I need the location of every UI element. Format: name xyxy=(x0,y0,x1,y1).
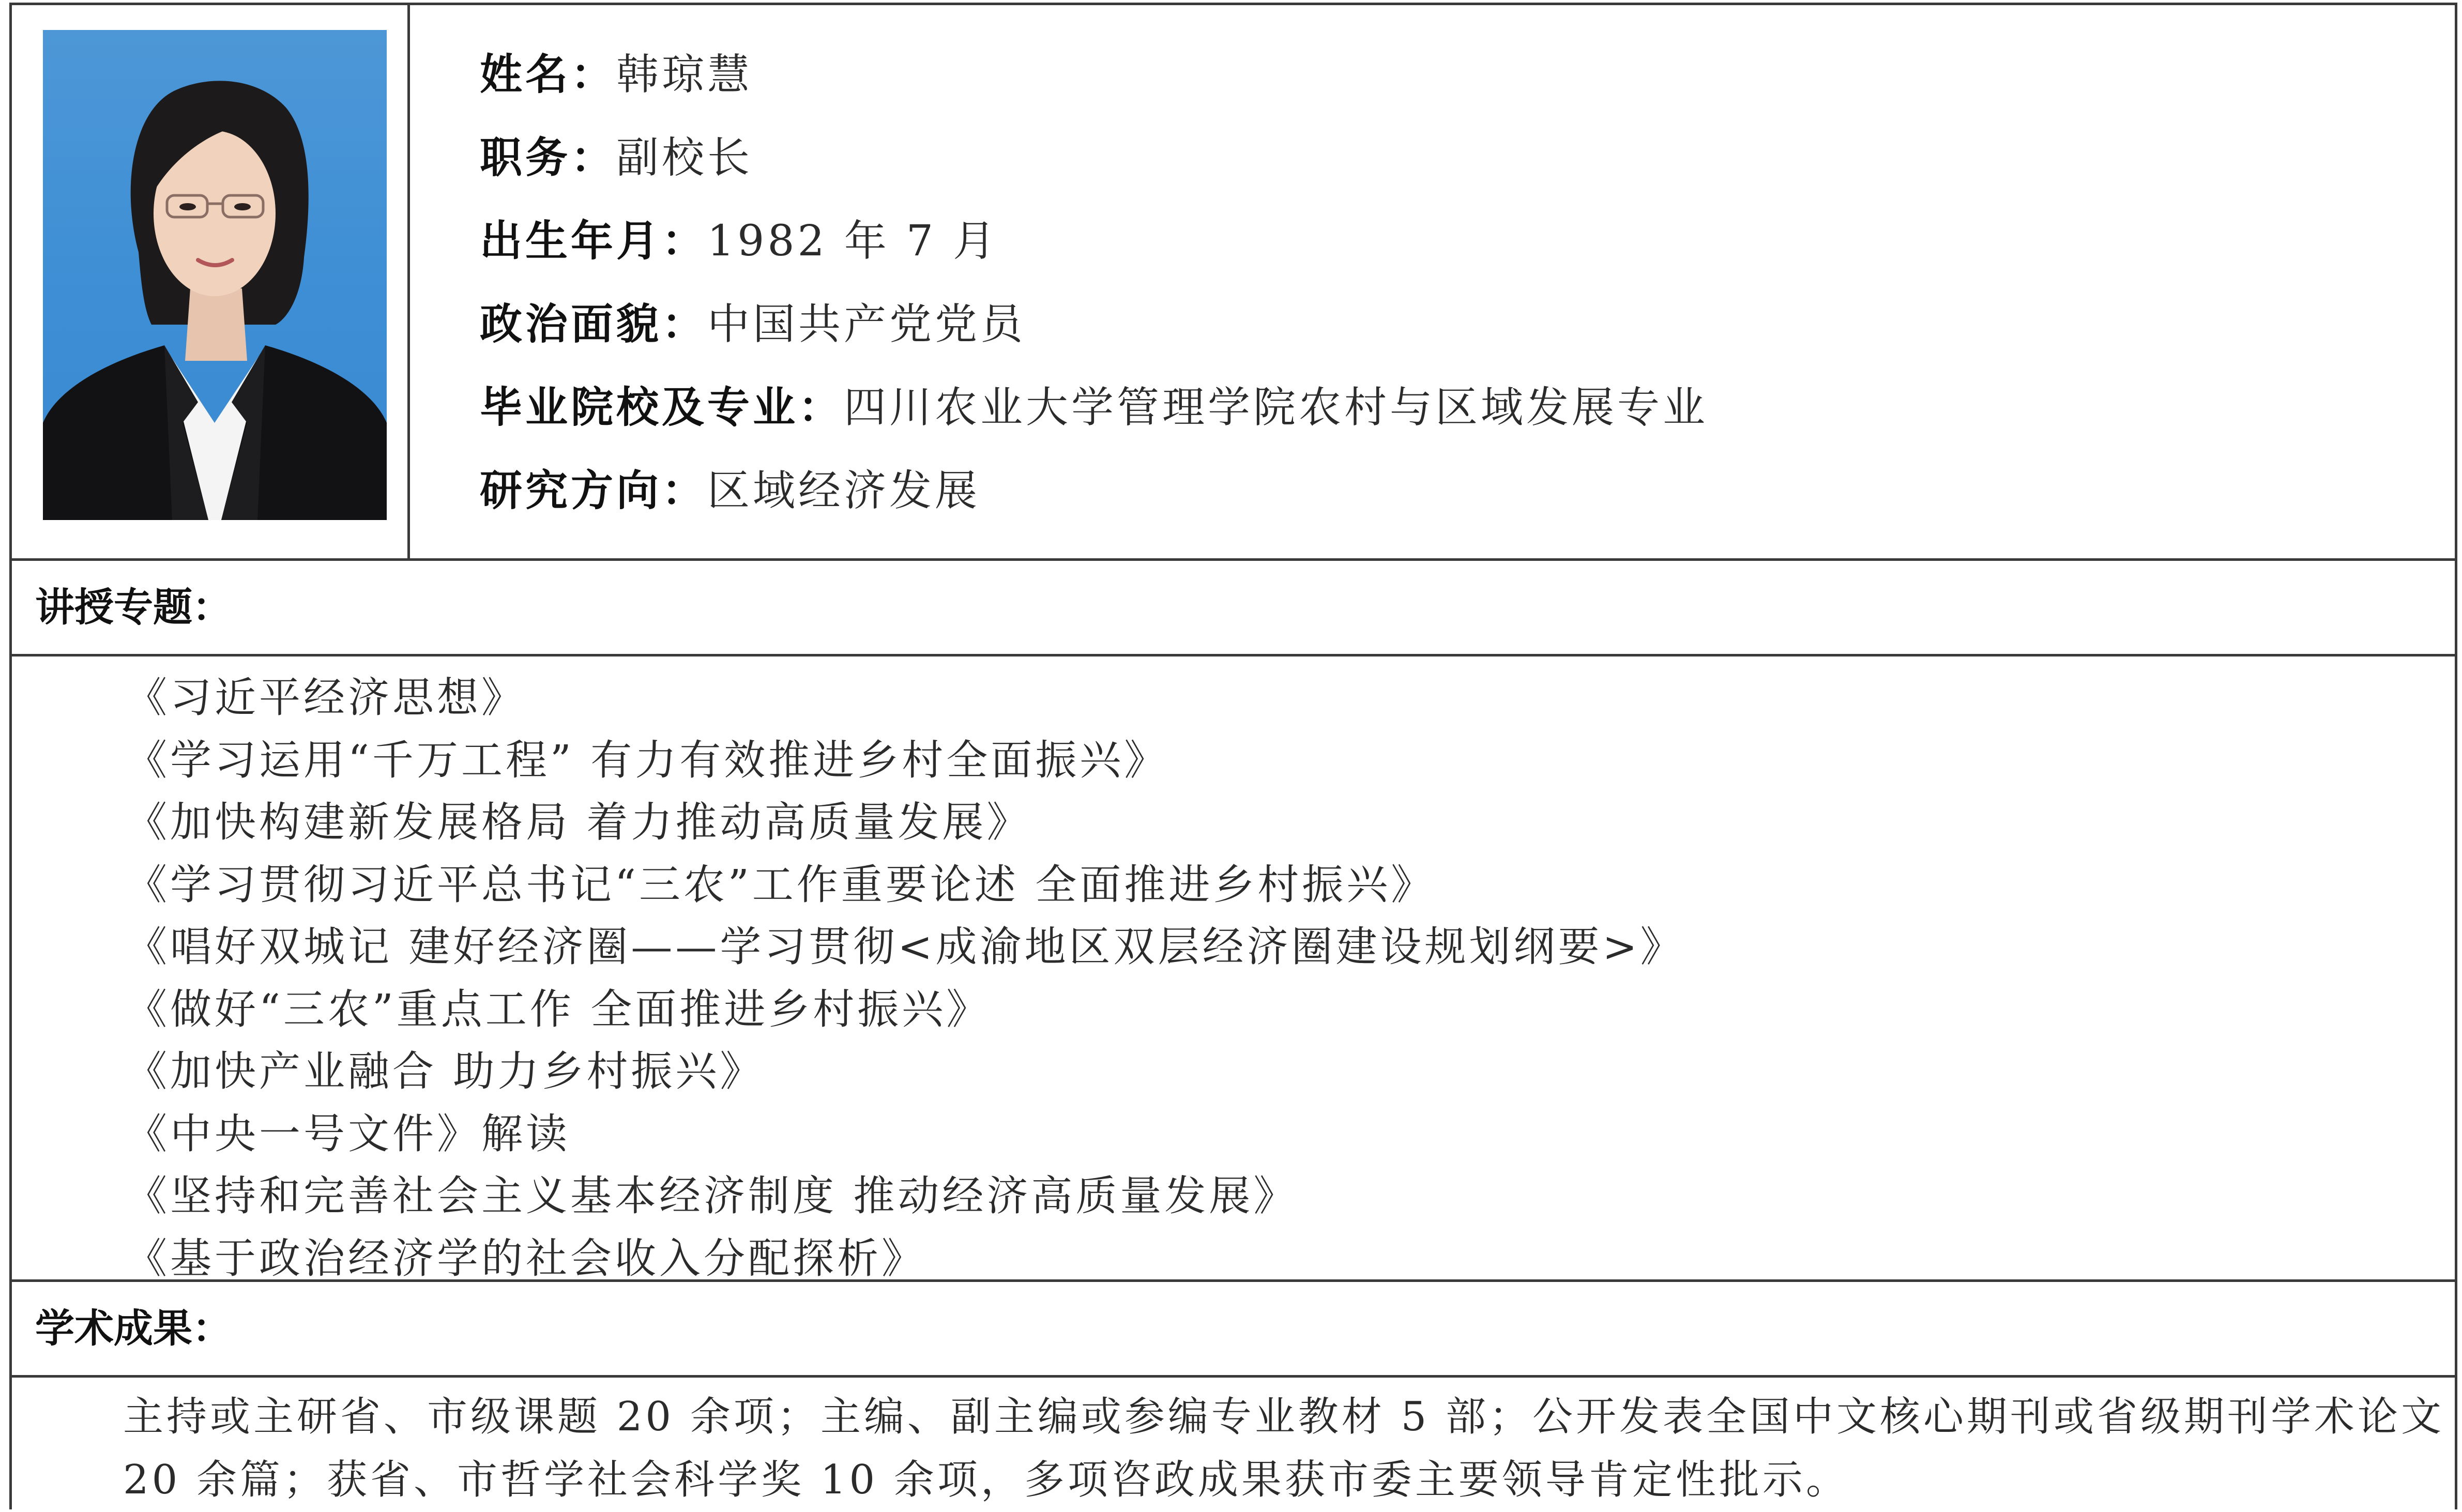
topic-item: 《做好“三农”重点工作 全面推进乡村振兴》 xyxy=(126,985,991,1033)
research-row xyxy=(480,463,2393,546)
photo-cell xyxy=(12,5,410,558)
topic-item: 《坚持和完善社会主义基本经济制度 推动经济高质量发展》 xyxy=(126,1172,1298,1220)
title-row xyxy=(480,130,2393,213)
profile-header-row xyxy=(12,5,2455,561)
birth-label: 出生年月： xyxy=(480,217,708,266)
party-row xyxy=(480,296,2393,379)
party-value: 中国共产党党员 xyxy=(707,300,1026,349)
results-heading: 学术成果： xyxy=(12,1282,2455,1378)
portrait-illustration xyxy=(43,30,387,520)
topic-item: 《加快产业融合 助力乡村振兴》 xyxy=(126,1047,765,1095)
topic-item: 《中央一号文件》解读 xyxy=(126,1109,570,1158)
title-label: 职务： xyxy=(480,133,617,182)
name-row xyxy=(480,47,2393,130)
topic-item: 《学习运用“千万工程” 有力有效推进乡村全面振兴》 xyxy=(126,736,1169,784)
topic-item: 《习近平经济思想》 xyxy=(126,674,526,722)
title-value: 副校长 xyxy=(616,133,753,182)
school-label: 毕业院校及专业： xyxy=(480,383,844,432)
results-line-2: 20 余篇；获省、市哲学社会科学奖 10 余项，多项咨政成果获市委主要领导肯定性批示。 xyxy=(123,1457,1849,1503)
birth-value: 1982 年 7 月 xyxy=(707,217,999,266)
school-row xyxy=(480,379,2393,463)
school-value: 四川农业大学管理学院农村与区域发展专业 xyxy=(844,383,1709,432)
profile-info xyxy=(480,47,2393,546)
research-label: 研究方向： xyxy=(480,466,708,515)
topics-list xyxy=(126,669,2400,1292)
topic-item: 《基于政治经济学的社会收入分配探析》 xyxy=(126,1234,926,1282)
topic-item: 《学习贯彻习近平总书记“三农”工作重要论述 全面推进乡村振兴》 xyxy=(126,860,1436,909)
profile-table xyxy=(9,3,2457,1509)
topic-item: 《唱好双城记 建好经济圈——学习贯彻<成渝地区双层经济圈建设规划纲要>》 xyxy=(126,923,1685,971)
research-value: 区域经济发展 xyxy=(707,466,981,515)
topic-item: 《加快构建新发展格局 着力推动高质量发展》 xyxy=(126,798,1031,846)
results-line-1: 主持或主研省、市级课题 20 余项；主编、副主编或参编专业教材 5 部；公开发表全国中文核心期刊或省级期刊学术论文 xyxy=(123,1394,2445,1440)
topics-heading: 讲授专题： xyxy=(12,561,2455,656)
party-label: 政治面貌： xyxy=(480,300,708,349)
portrait-photo xyxy=(43,30,387,520)
name-label: 姓名： xyxy=(480,50,617,99)
birth-row xyxy=(480,213,2393,296)
results-text xyxy=(123,1385,2445,1511)
name-value: 韩琼慧 xyxy=(616,50,753,99)
